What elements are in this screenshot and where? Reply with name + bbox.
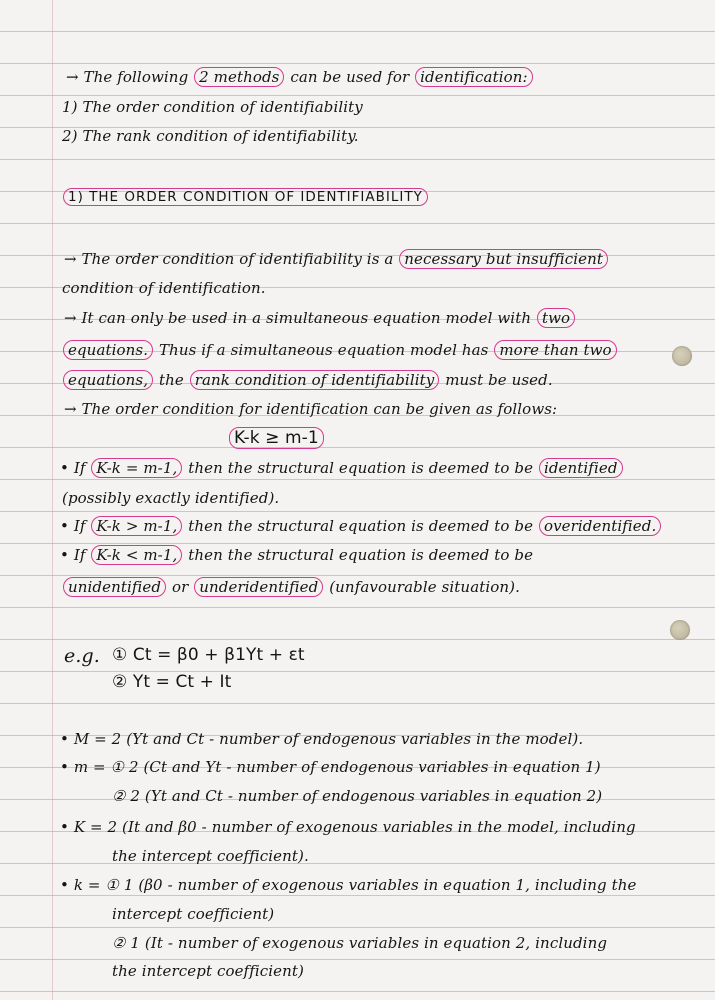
para2-line2: equations. Thus if a simultaneous equation model has more than two — [62, 341, 618, 359]
note-m2: ② 2 (Yt and Ct - number of endogenous variables in equation 2) — [112, 787, 603, 805]
bullet-under: • If K-k < m-1, then the structural equation is deemed to be — [60, 546, 534, 564]
binder-hole-bottom — [670, 620, 690, 640]
highlight-two: two — [537, 308, 575, 328]
example-equation-2: ② Yt = Ct + It — [112, 672, 232, 692]
bullet-over: • If K-k > m-1, then the structural equation is deemed to be overidentified. — [60, 517, 662, 535]
note-k3: ② 1 (It - number of exogenous variables in equation 2, including — [112, 934, 608, 952]
highlight-necessary: necessary but insufficient — [399, 249, 608, 269]
intro-item-2: 2) The rank condition of identifiability. — [62, 127, 359, 145]
bullet-exact-cont: (possibly exactly identified). — [62, 489, 280, 507]
arrow-icon: → — [66, 68, 79, 86]
intro-item-1: 1) The order condition of identifiability — [62, 98, 363, 116]
highlight-methods: 2 methods — [194, 67, 284, 87]
order-condition-formula: K-k ≥ m-1 — [228, 428, 325, 448]
note-k4: the intercept coefficient) — [112, 962, 304, 980]
intro-line: → The following 2 methods can be used for identification: — [66, 68, 534, 86]
highlight-equations: equations. — [63, 340, 153, 360]
example-equation-1: ① Ct = β0 + β1Yt + εt — [112, 645, 305, 665]
highlight-overidentified: overidentified. — [539, 516, 661, 536]
para2-line1: → It can only be used in a simultaneous equation model with two — [64, 309, 576, 327]
para2-line3: equations, the rank condition of identifiability must be used. — [62, 371, 553, 389]
section-heading: 1) THE ORDER CONDITION OF IDENTIFIABILITY — [62, 189, 429, 205]
para1-line2: condition of identification. — [62, 279, 266, 297]
highlight-rank-condition: rank condition of identifiability — [190, 370, 440, 390]
highlight-identified: identified — [539, 458, 623, 478]
binder-hole-top — [672, 346, 692, 366]
bullet-under-cont: unidentified or underidentified (unfavourable situation). — [62, 578, 520, 596]
note-k1: • k = ① 1 (β0 - number of exogenous variables in equation 1, including the — [60, 876, 637, 894]
example-label: e.g. — [64, 645, 100, 667]
note-k2: intercept coefficient) — [112, 905, 275, 923]
note-K2: the intercept coefficient). — [112, 847, 309, 865]
note-K1: • K = 2 (It and β0 - number of exogenous variables in the model, including — [60, 818, 636, 836]
highlight-identification: identification: — [415, 67, 533, 87]
highlight-equations-2: equations, — [63, 370, 153, 390]
note-M: • M = 2 (Yt and Ct - number of endogenous variables in the model). — [60, 730, 584, 748]
highlight-unidentified: unidentified — [63, 577, 166, 597]
bullet-exact: • If K-k = m-1, then the structural equation is deemed to be identified — [60, 459, 624, 477]
note-m1: • m = ① 2 (Ct and Yt - number of endogenous variables in equation 1) — [60, 758, 601, 776]
para1-line1: → The order condition of identifiability is a necessary but insufficient — [64, 250, 609, 268]
highlight-more-than-two: more than two — [494, 340, 616, 360]
para3-line: → The order condition for identification can be given as follows: — [64, 400, 558, 418]
highlight-underidentified: underidentified — [194, 577, 323, 597]
